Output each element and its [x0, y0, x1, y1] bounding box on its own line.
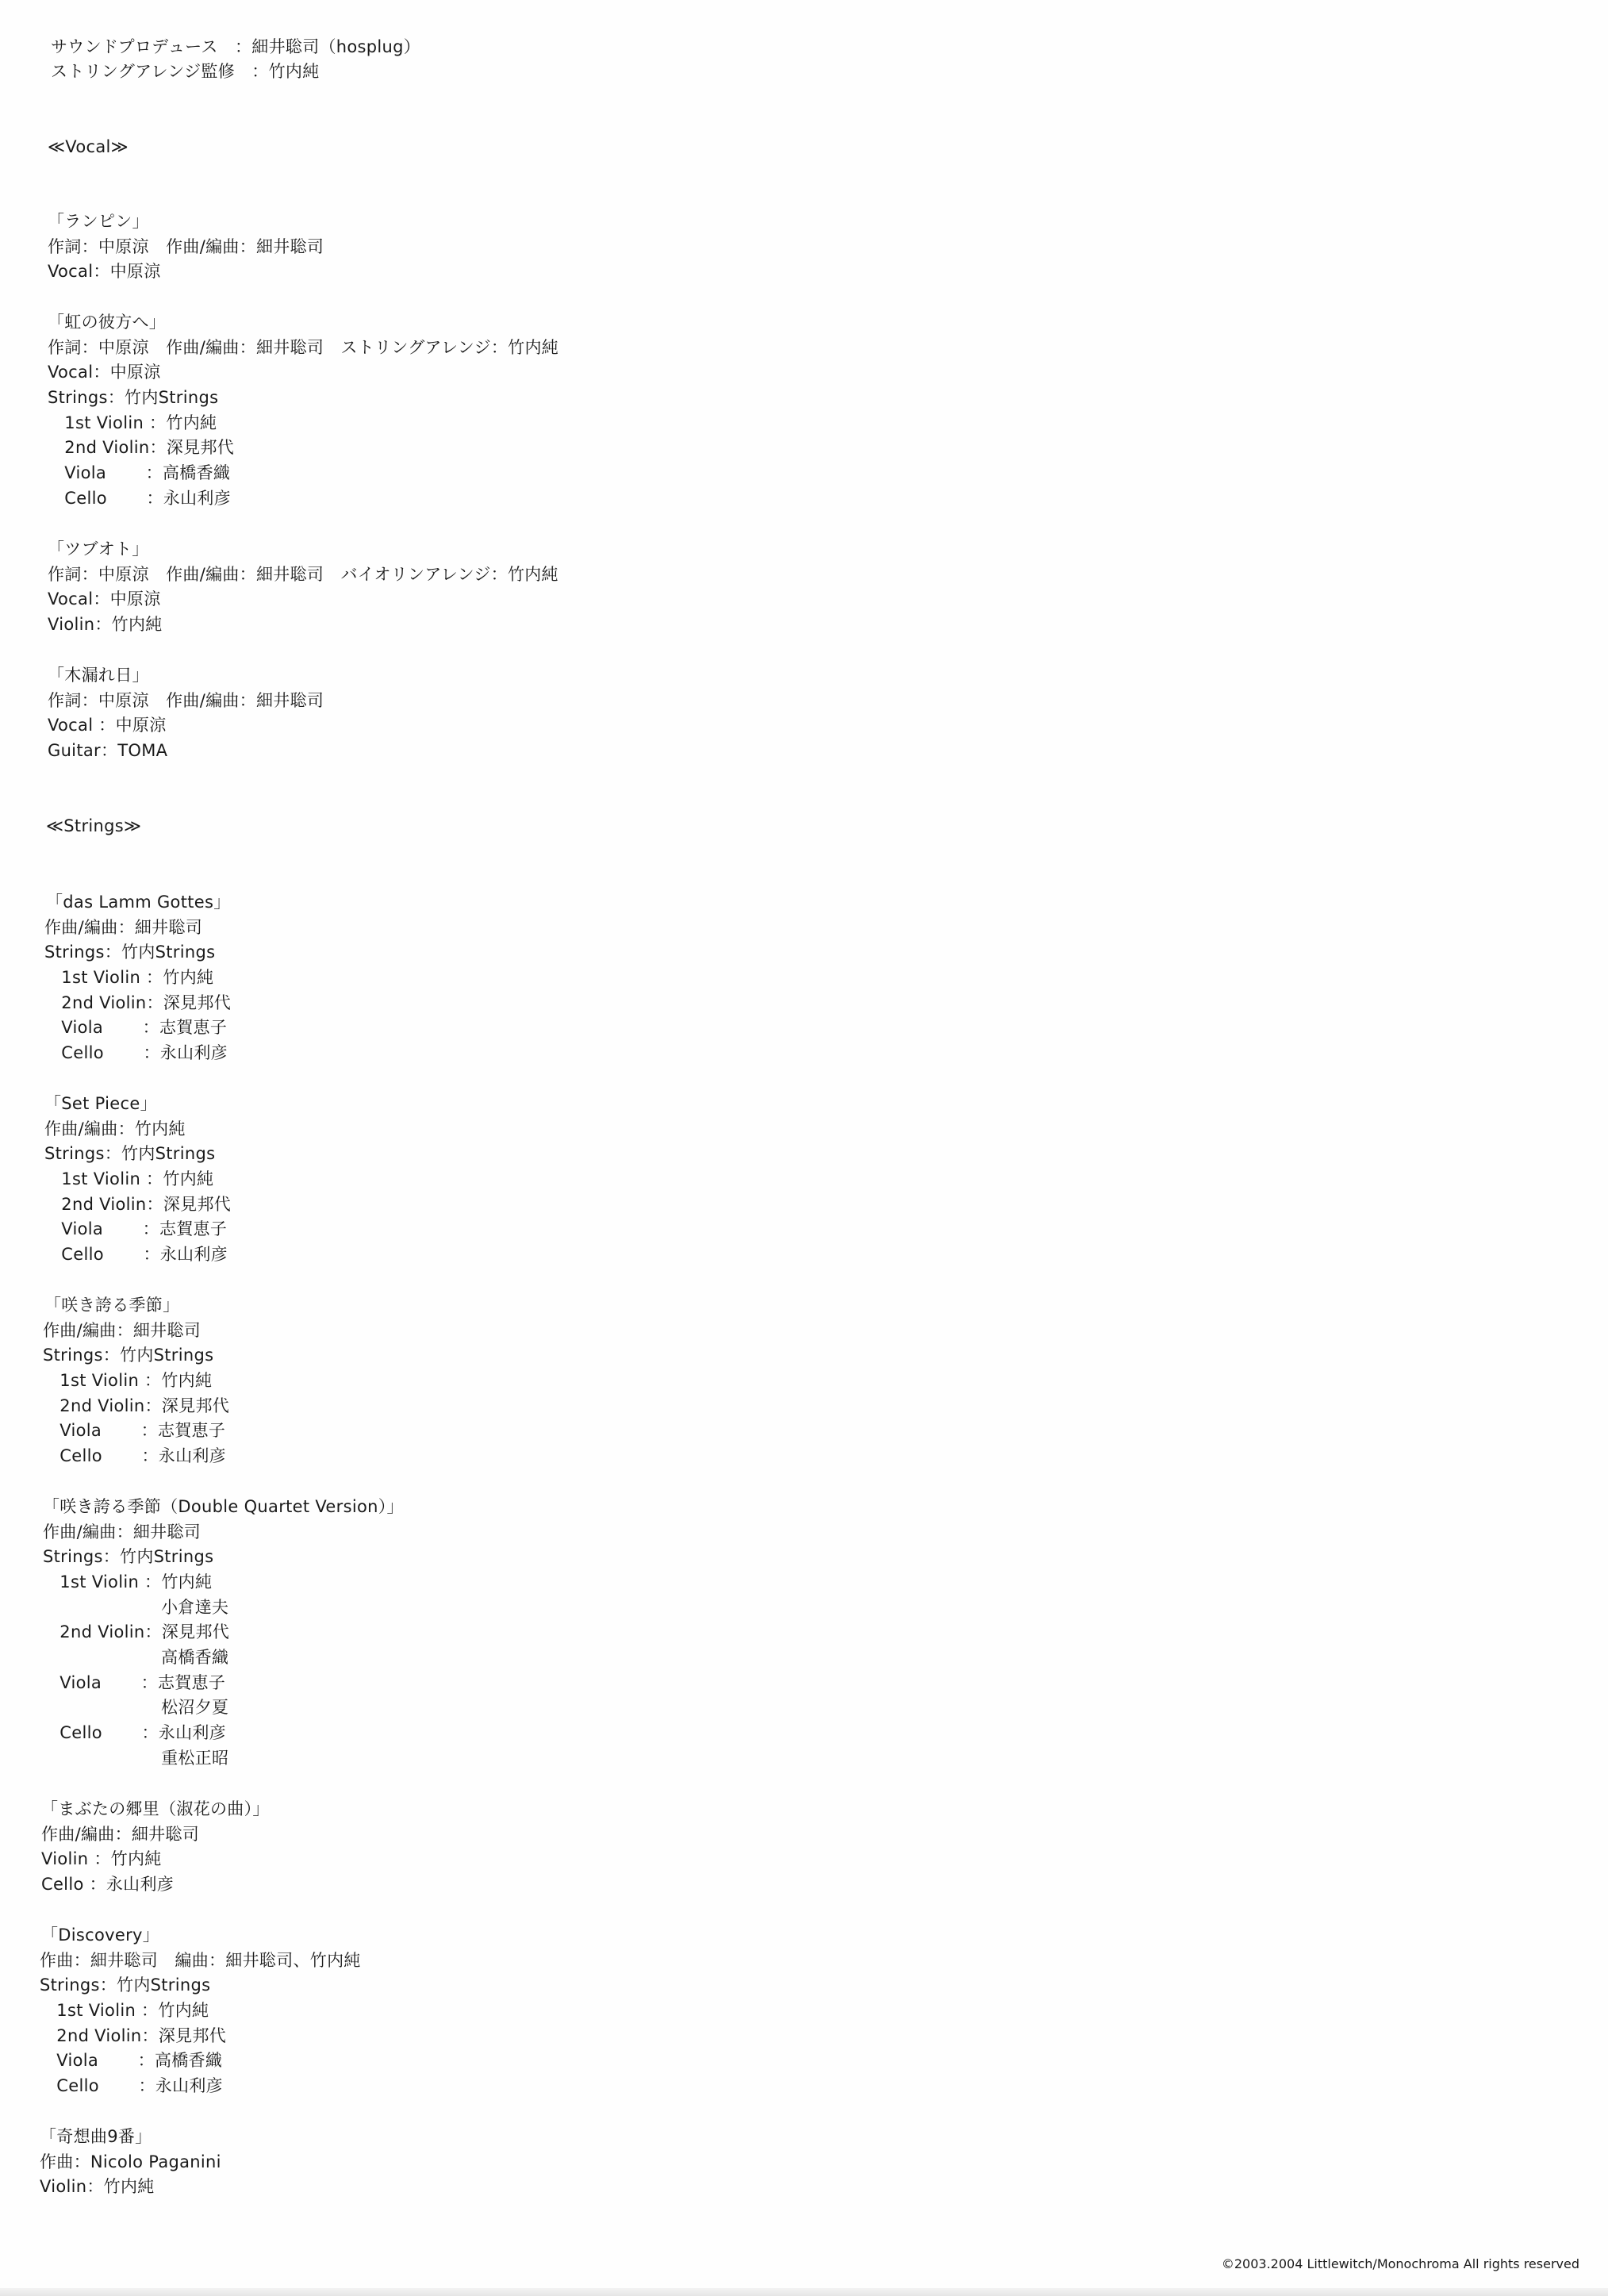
credit-line: 作詞：中原涼 作曲/編曲：細井聡司 バイオリンアレンジ：竹内純: [48, 565, 558, 584]
credit-line: 作詞：中原涼 作曲/編曲：細井聡司 ストリングアレンジ：竹内純: [48, 338, 559, 357]
credit-line: 作曲/編曲：細井聡司: [41, 1825, 200, 1844]
credit-line: Violin：竹内純: [48, 615, 163, 634]
credit-line: 2nd Violin：深見邦代: [40, 2026, 227, 2045]
credit-line: 2nd Violin：深見邦代: [48, 438, 235, 457]
credit-line: Cello ：永山利彦: [43, 1723, 226, 1742]
credit-line: 1st Violin ：竹内純: [44, 1169, 214, 1188]
track-title: 「ツブオト」: [48, 539, 149, 559]
credit-line: Strings：竹内Strings: [43, 1346, 214, 1365]
credit-sound-produce: サウンドプロデュース ：細井聡司（hosplug）: [51, 37, 421, 56]
credit-line: Violin ：竹内純: [41, 1849, 162, 1868]
credit-line: 1st Violin ：竹内純: [40, 2001, 209, 2020]
credit-line: 2nd Violin：深見邦代: [44, 993, 232, 1012]
credit-line: 松沼夕夏: [43, 1698, 229, 1717]
track-title: 「Discovery」: [41, 1925, 160, 1945]
credit-line: Cello ：永山利彦: [41, 1875, 175, 1894]
credit-line: Viola ：志賀恵子: [43, 1421, 226, 1440]
credit-line: Strings：竹内Strings: [44, 943, 216, 962]
credit-line: Vocal：中原涼: [48, 262, 161, 281]
credit-line: Vocal：中原涼: [48, 589, 161, 609]
track-title: 「das Lamm Gottes」: [46, 893, 231, 912]
track-title: 「Set Piece」: [44, 1094, 157, 1113]
credit-line: Vocal ：中原涼: [48, 716, 167, 735]
credit-string-supervisor: ストリングアレンジ監修 ：竹内純: [51, 62, 320, 81]
track-title: 「虹の彼方へ」: [48, 313, 167, 332]
credit-line: Cello ：永山利彦: [44, 1043, 228, 1062]
credit-line: Strings：竹内Strings: [44, 1144, 216, 1163]
credit-line: 2nd Violin：深見邦代: [44, 1195, 232, 1214]
credit-line: 作詞：中原涼 作曲/編曲：細井聡司: [48, 237, 324, 256]
credit-line: 1st Violin ：竹内純: [44, 968, 214, 987]
credit-line: 重松正昭: [43, 1749, 229, 1768]
credit-line: Strings：竹内Strings: [43, 1547, 214, 1566]
credit-line: 作曲/編曲：細井聡司: [43, 1321, 201, 1340]
credit-line: Strings：竹内Strings: [48, 388, 219, 407]
credit-line: Viola ：高橋香織: [40, 2051, 223, 2070]
credit-line: 2nd Violin：深見邦代: [43, 1622, 230, 1641]
credit-line: 1st Violin ：竹内純: [43, 1371, 213, 1390]
credit-line: Cello ：永山利彦: [44, 1245, 228, 1264]
credit-line: Viola ：志賀恵子: [44, 1018, 228, 1037]
track-title: 「奇想曲9番」: [40, 2127, 152, 2146]
credit-line: Vocal：中原涼: [48, 363, 161, 382]
credit-line: 作曲/編曲：細井聡司: [44, 918, 203, 937]
credit-line: Viola ：志賀恵子: [43, 1673, 226, 1692]
section-header-strings: ≪Strings≫: [46, 816, 142, 835]
page-bottom-edge: [0, 2288, 1608, 2296]
credit-line: Guitar：TOMA: [48, 741, 168, 760]
credit-line: 作曲/編曲：細井聡司: [43, 1522, 201, 1542]
credit-line: 1st Violin ：竹内純: [48, 413, 217, 432]
credit-line: 作詞：中原涼 作曲/編曲：細井聡司: [48, 691, 324, 710]
section-header-vocal: ≪Vocal≫: [48, 137, 129, 156]
credit-line: Cello ：永山利彦: [40, 2076, 223, 2095]
credit-line: 作曲：Nicolo Paganini: [40, 2152, 221, 2171]
credit-line: 高橋香織: [43, 1648, 229, 1667]
credit-line: Strings：竹内Strings: [40, 1975, 211, 1995]
credit-line: 作曲/編曲：竹内純: [44, 1119, 186, 1138]
credit-line: 小倉達夫: [43, 1598, 229, 1617]
credit-line: 1st Violin ：竹内純: [43, 1572, 213, 1591]
credit-line: Violin：竹内純: [40, 2177, 155, 2196]
credit-line: Cello ：永山利彦: [43, 1446, 226, 1465]
credit-line: 2nd Violin：深見邦代: [43, 1396, 230, 1415]
credit-line: Viola ：高橋香織: [48, 463, 231, 482]
credit-line: Viola ：志賀恵子: [44, 1219, 228, 1238]
copyright-notice: ©2003.2004 Littlewitch/Monochroma All rights reserved: [1221, 2256, 1579, 2271]
credit-line: 作曲：細井聡司 編曲：細井聡司、竹内純: [40, 1951, 361, 1970]
track-title: 「まぶたの郷里（淑花の曲）」: [41, 1799, 270, 1818]
track-title: 「木漏れ日」: [48, 666, 149, 685]
track-title: 「咲き誇る季節」: [44, 1296, 180, 1315]
track-title: 「ランピン」: [48, 212, 149, 231]
track-title: 「咲き誇る季節（Double Quartet Version）」: [43, 1497, 404, 1516]
credit-line: Cello ：永山利彦: [48, 489, 231, 508]
